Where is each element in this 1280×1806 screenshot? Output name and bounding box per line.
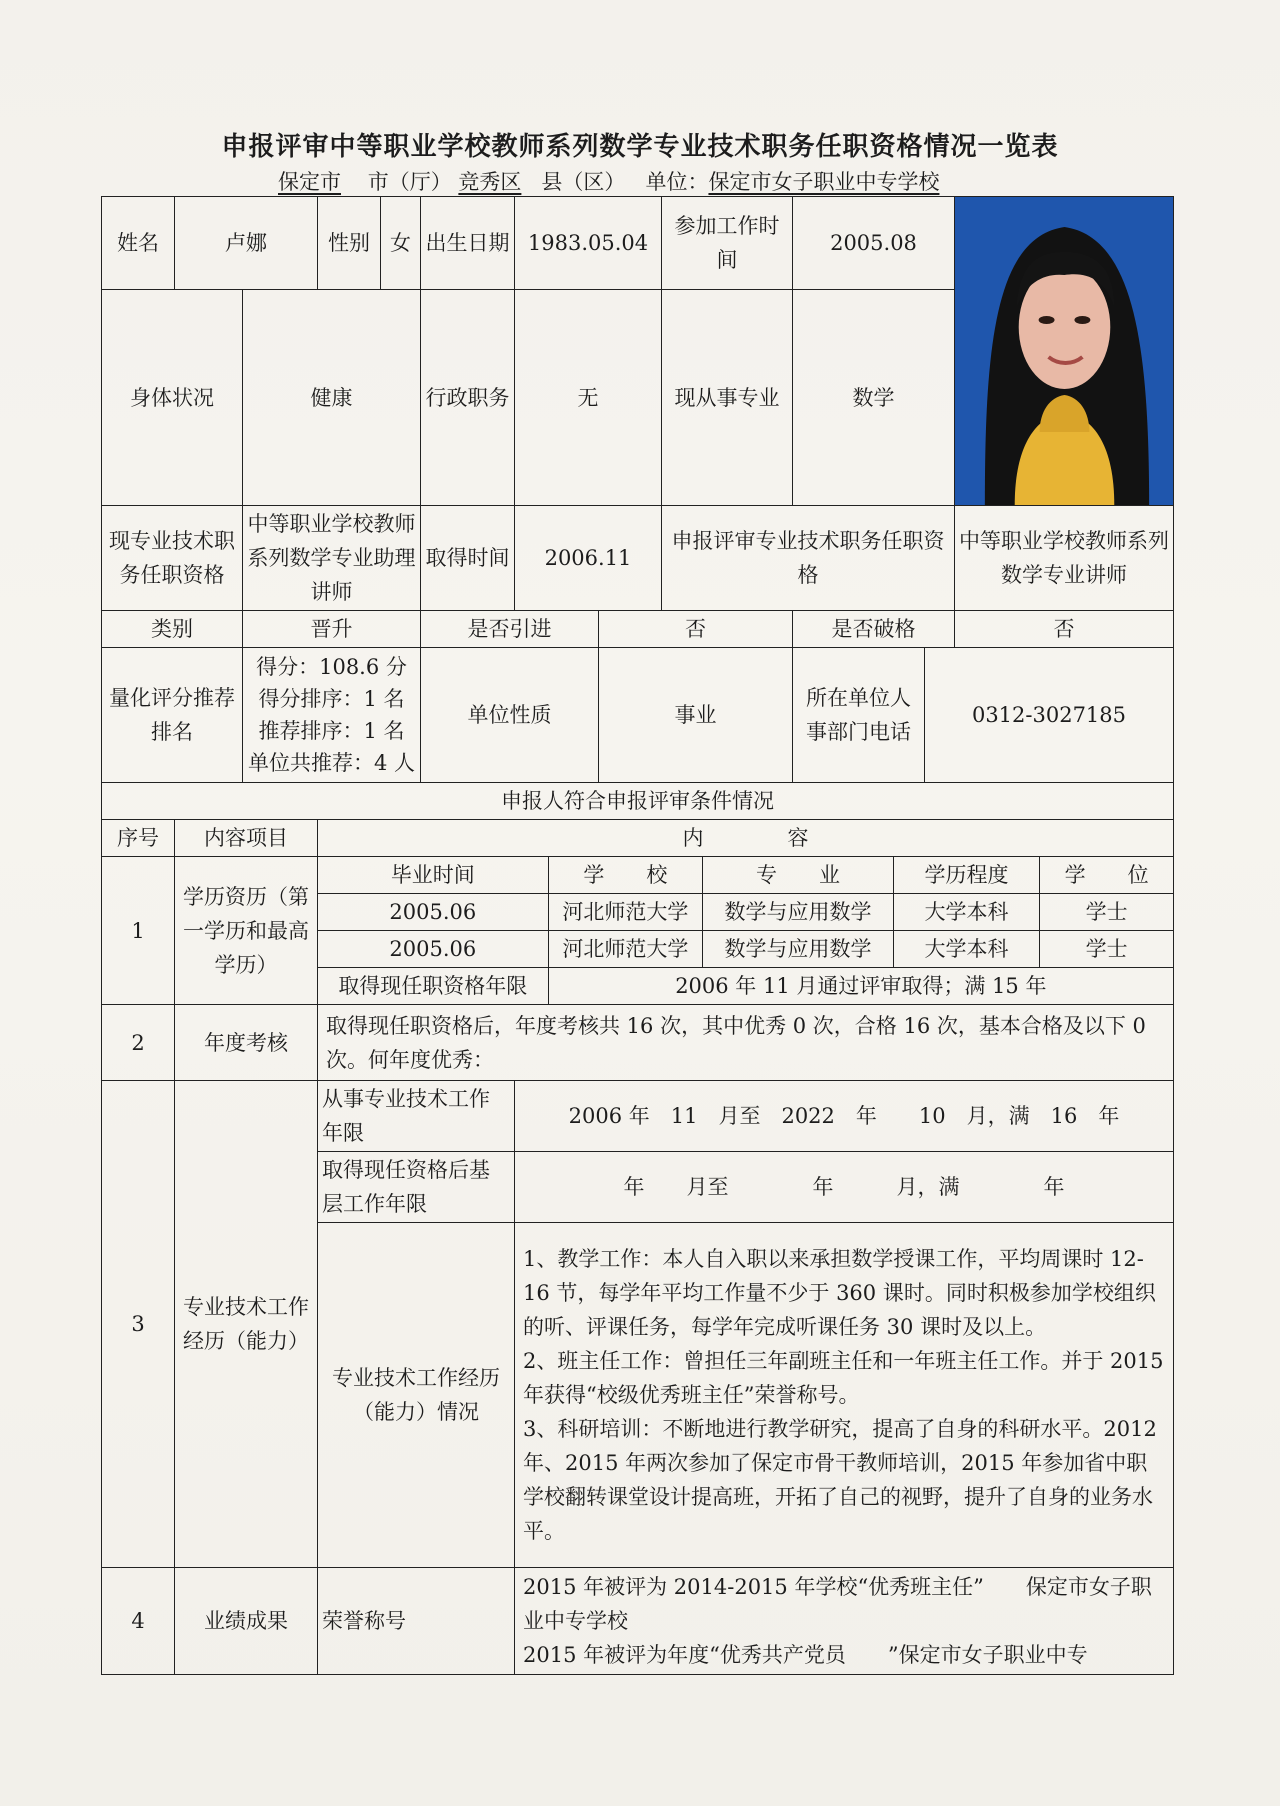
experience-paragraph: 1、教学工作：本人自入职以来承担数学授课工作，平均周课时 12-16 节，每学年平均工作量不少于 360 课时。同时积极参加学校组织的听、评课任务，每学年完成听课任务 30 课时及以上。	[523, 1247, 1156, 1339]
unit-value: 保定市女子职业中专学校	[708, 170, 940, 194]
experience-detail-label: 专业技术工作经历（能力）情况	[318, 1223, 515, 1568]
document-title: 申报评审中等职业学校教师系列数学专业技术职务任职资格情况一览表	[221, 132, 1059, 162]
education-years-row	[318, 968, 1173, 1005]
edu-cell: 大学本科	[893, 894, 1039, 931]
edu-header-major: 专 业	[703, 857, 894, 894]
portrait-photo	[955, 197, 1174, 506]
achievement-line: 2015 年被评为年度“优秀共产党员 ”保定市女子职业中专	[523, 1643, 1088, 1667]
edu-header-degree: 学 位	[1040, 857, 1173, 894]
achievements-no: 4	[102, 1568, 175, 1675]
edu-cell: 学士	[1040, 894, 1173, 931]
unit-label: 单位：	[645, 170, 709, 194]
hr-phone-label: 所在单位人事部门电话	[793, 648, 925, 783]
ranking-values	[243, 648, 421, 783]
edu-cell: 2005.06	[318, 894, 548, 931]
obtain-time-label: 取得时间	[421, 506, 515, 611]
assessment-text: 取得现任职资格后，年度考核共 16 次，其中优秀 0 次，合格 16 次，基本合格及以下 0 次。何年度优秀：	[318, 1005, 1174, 1081]
ranking-line: 得分：108.6 分	[256, 655, 407, 679]
hr-phone-value: 0312-3027185	[925, 648, 1174, 783]
assessment-row	[102, 1005, 1174, 1081]
basic-row-1	[102, 197, 1174, 290]
education-no: 1	[102, 857, 175, 1005]
edu-cell: 数学与应用数学	[703, 894, 894, 931]
title-row	[102, 506, 1174, 611]
col-no-header: 序号	[102, 820, 175, 857]
edu-cell: 河北师范大学	[548, 894, 702, 931]
ranking-line: 单位共推荐：4 人	[247, 751, 416, 775]
achievements-detail	[515, 1568, 1174, 1675]
grassroots-label: 取得现任资格后基层工作年限	[318, 1152, 515, 1223]
ranking-line: 得分排序：1 名	[258, 687, 405, 711]
unit-nature-label: 单位性质	[421, 648, 599, 783]
col-content-header: 内 容	[318, 820, 1174, 857]
qualification-table	[101, 196, 1174, 1675]
apply-title-value: 中等职业学校教师系列数学专业讲师	[955, 506, 1174, 611]
birth-value: 1983.05.04	[515, 197, 662, 290]
edu-years-value: 2006 年 11 月通过评审取得；满 15 年	[548, 968, 1173, 1005]
gender-value: 女	[381, 197, 421, 290]
edu-header-school: 学 校	[548, 857, 702, 894]
work-start-label: 参加工作时间	[662, 197, 793, 290]
experience-detail	[515, 1223, 1174, 1568]
education-header-row	[318, 857, 1173, 894]
experience-paragraph: 3、科研培训：不断地进行教学研究，提高了自身的科研水平。2012 年、2015 年两次参加了保定市骨干教师培训，2015 年参加省中职学校翻转课堂设计提高班，开拓了自己的视野，提升了自身的业务水平。	[523, 1417, 1157, 1543]
unit-nature-value: 事业	[599, 648, 793, 783]
assessment-label: 年度考核	[175, 1005, 318, 1081]
education-table	[318, 857, 1173, 1004]
edu-header-date: 毕业时间	[318, 857, 548, 894]
work-start-value: 2005.08	[793, 197, 955, 290]
education-row-first	[318, 894, 1173, 931]
exceptional-label: 是否破格	[793, 611, 955, 648]
admin-post-value: 无	[515, 290, 662, 506]
obtain-time-value: 2006.11	[515, 506, 662, 611]
category-label: 类别	[102, 611, 243, 648]
introduced-value: 否	[599, 611, 793, 648]
experience-years-row	[102, 1081, 1174, 1152]
experience-no: 3	[102, 1081, 175, 1568]
education-row-highest	[318, 931, 1173, 968]
education-content	[318, 857, 1174, 1005]
experience-paragraph: 2、班主任工作：曾担任三年副班主任和一年班主任工作。并于 2015 年获得“校级优秀班主任”荣誉称号。	[523, 1349, 1164, 1407]
birth-label: 出生日期	[421, 197, 515, 290]
category-row	[102, 611, 1174, 648]
health-label: 身体状况	[102, 290, 243, 506]
section-title-row	[102, 783, 1174, 820]
edu-cell: 2005.06	[318, 931, 548, 968]
exceptional-value: 否	[955, 611, 1174, 648]
district-value: 竞秀区	[458, 170, 522, 194]
health-value: 健康	[243, 290, 421, 506]
edu-cell: 河北师范大学	[548, 931, 702, 968]
name-value: 卢娜	[175, 197, 318, 290]
edu-header-level: 学历程度	[893, 857, 1039, 894]
education-label: 学历资历（第一学历和最高学历）	[175, 857, 318, 1005]
achievements-label: 业绩成果	[175, 1568, 318, 1675]
achievements-sub-label: 荣誉称号	[318, 1568, 515, 1675]
gender-label: 性别	[318, 197, 381, 290]
grassroots-value: 年 月至 年 月，满 年	[515, 1152, 1174, 1223]
introduced-label: 是否引进	[421, 611, 599, 648]
city-value: 保定市	[278, 170, 341, 194]
achievements-row	[102, 1568, 1174, 1675]
current-major-label: 现从事专业	[662, 290, 793, 506]
edu-cell: 学士	[1040, 931, 1173, 968]
current-major-value: 数学	[793, 290, 955, 506]
portrait-image	[955, 197, 1173, 505]
ranking-row	[102, 648, 1174, 783]
apply-title-label: 申报评审专业技术职务任职资格	[662, 506, 955, 611]
edu-years-label: 取得现任职资格年限	[318, 968, 548, 1005]
category-value: 晋升	[243, 611, 421, 648]
document-subtitle	[278, 166, 939, 196]
current-title-value: 中等职业学校教师系列数学专业助理讲师	[243, 506, 421, 611]
ranking-label: 量化评分推荐排名	[102, 648, 243, 783]
city-suffix: 市（厅）	[367, 170, 452, 194]
ranking-line: 推荐排序：1 名	[258, 719, 405, 743]
col-item-header: 内容项目	[175, 820, 318, 857]
experience-label: 专业技术工作经历（能力）	[175, 1081, 318, 1568]
edu-cell: 大学本科	[893, 931, 1039, 968]
assessment-no: 2	[102, 1005, 175, 1081]
current-title-label: 现专业技术职务任职资格	[102, 506, 243, 611]
name-label: 姓名	[102, 197, 175, 290]
edu-cell: 数学与应用数学	[703, 931, 894, 968]
admin-post-label: 行政职务	[421, 290, 515, 506]
conditions-header-row	[102, 820, 1174, 857]
achievement-line: 2015 年被评为 2014-2015 年学校“优秀班主任” 保定市女子职业中专学校	[523, 1575, 1152, 1633]
district-suffix: 县（区）	[541, 170, 626, 194]
experience-years-label: 从事专业技术工作年限	[318, 1081, 515, 1152]
experience-years-value: 2006 年 11 月至 2022 年 10 月，满 16 年	[515, 1081, 1174, 1152]
conditions-section-title: 申报人符合申报评审条件情况	[102, 783, 1174, 820]
education-row	[102, 857, 1174, 1005]
